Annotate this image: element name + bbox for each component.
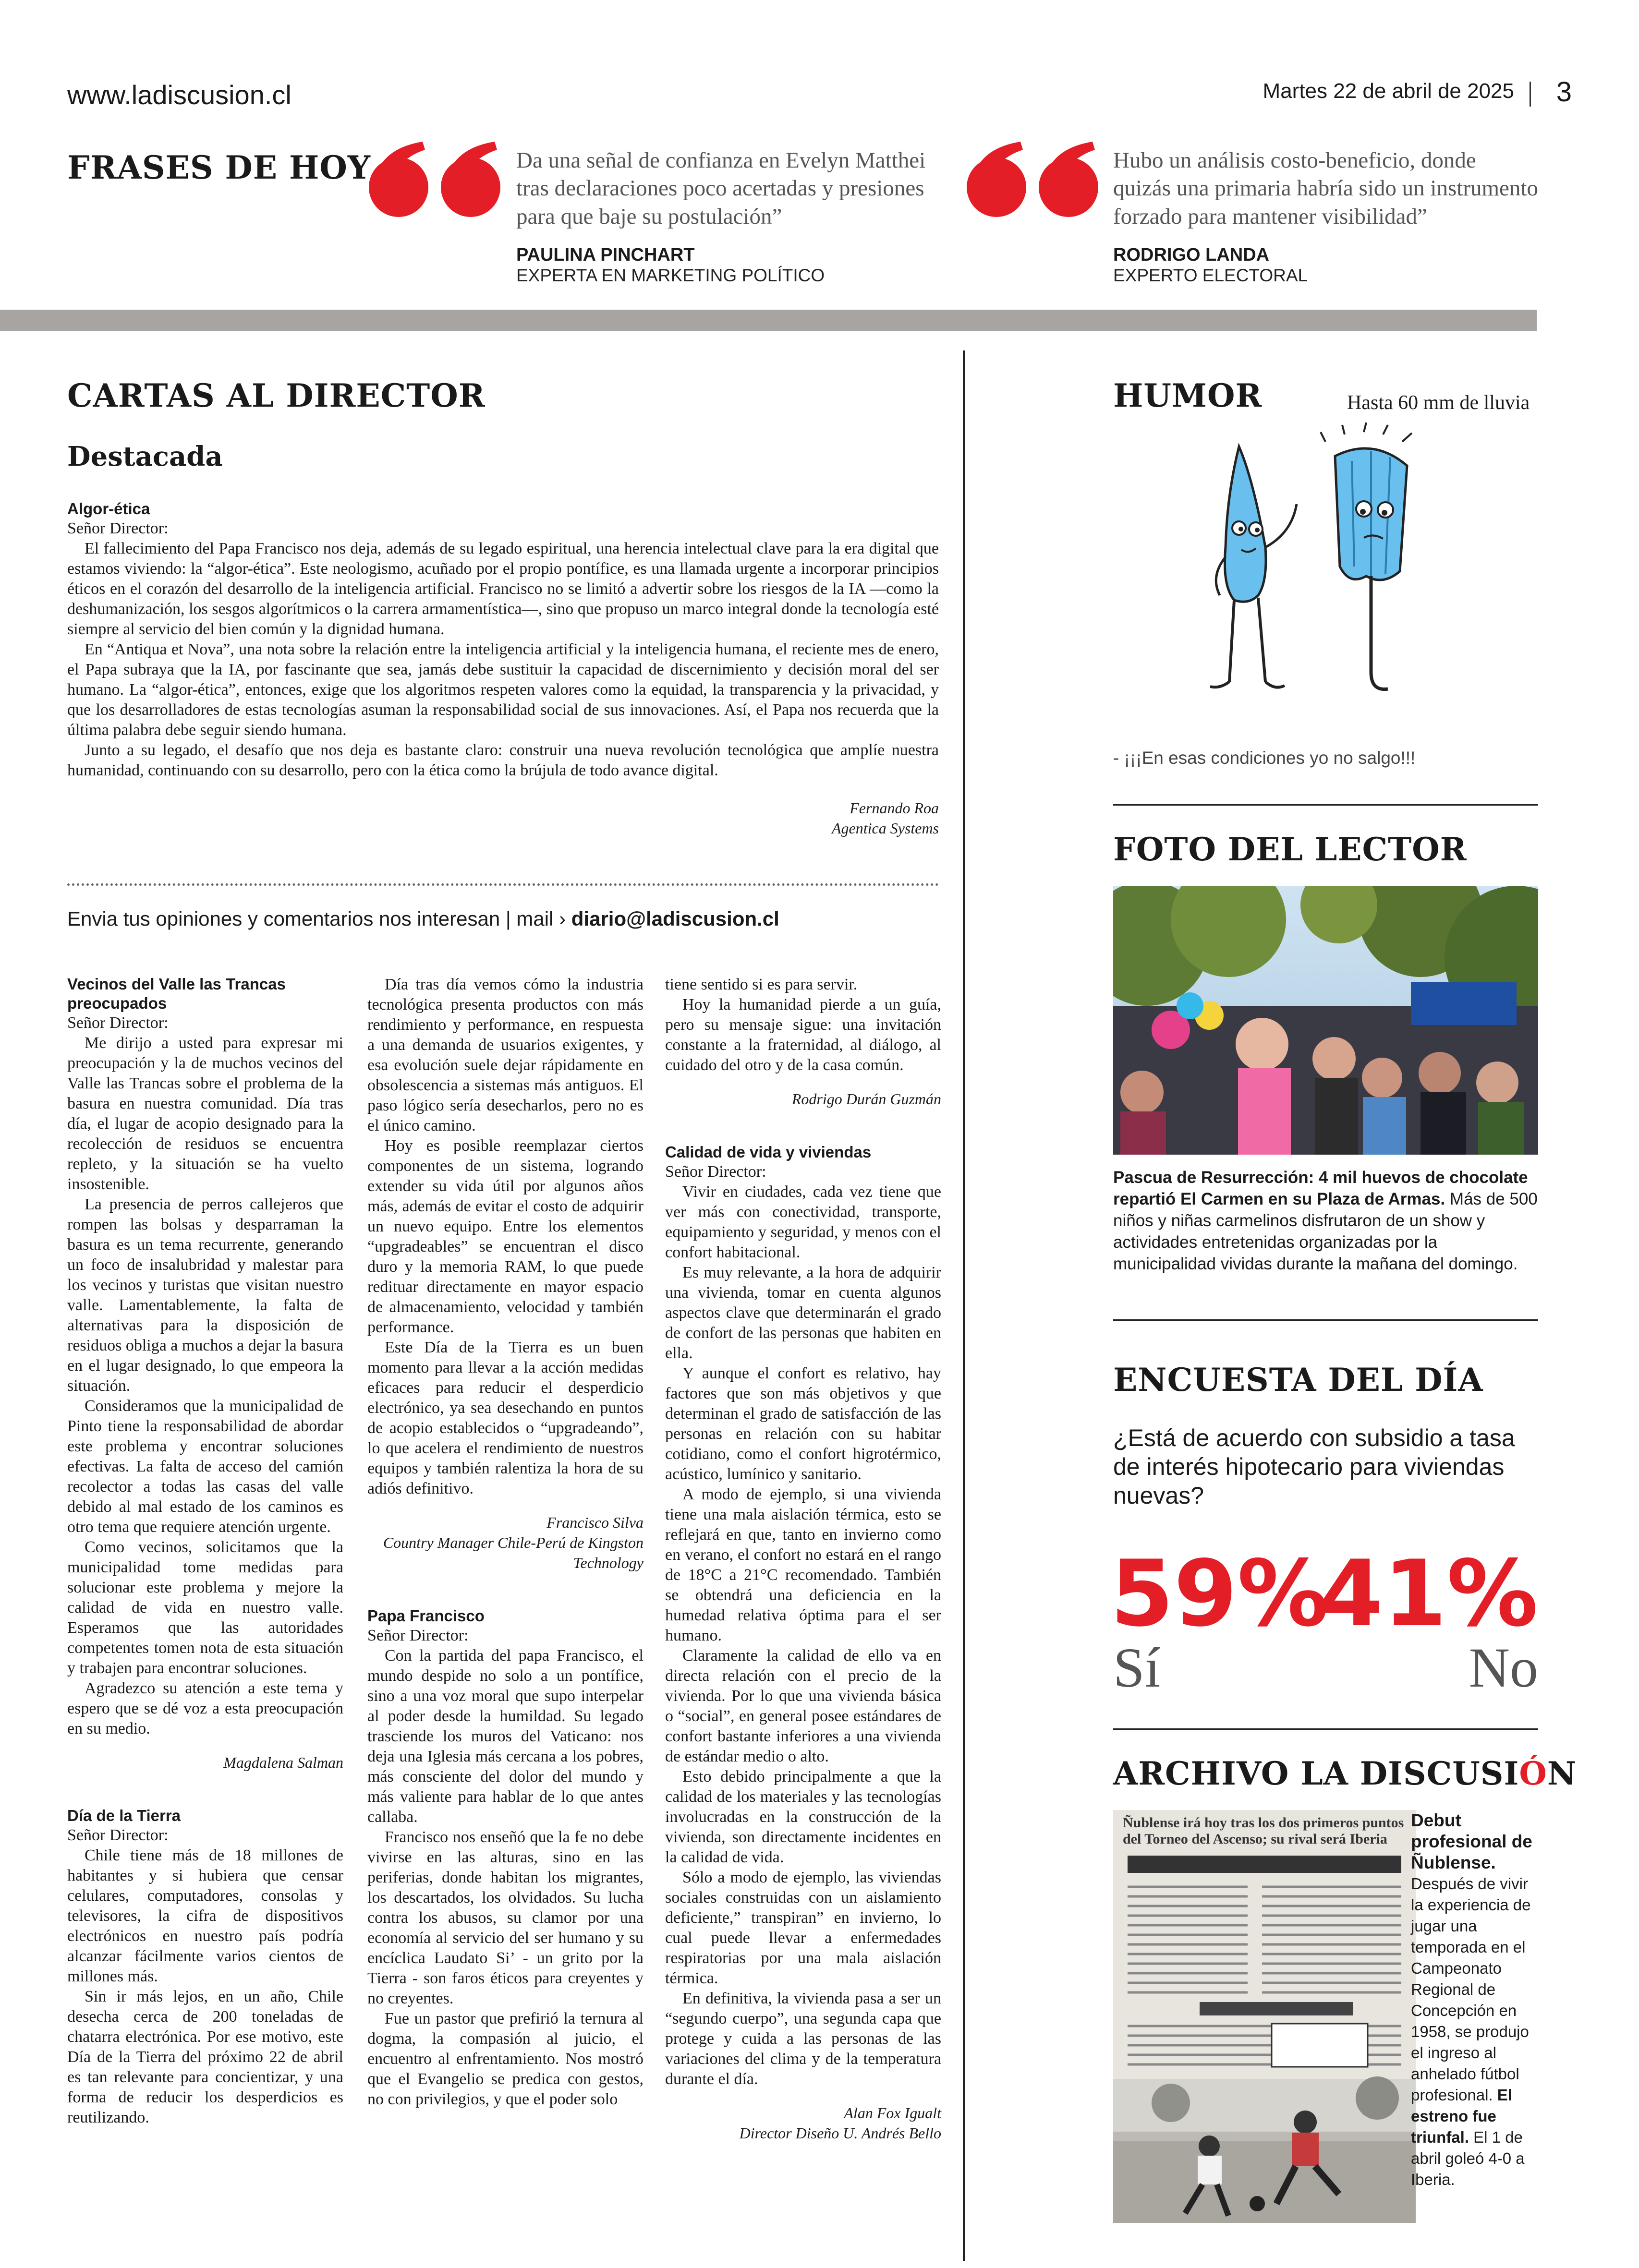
quote-mark-icon-2: [963, 139, 1102, 223]
quote-mark-icon-1: [365, 139, 504, 223]
letter-paragraph: Es muy relevante, a la hora de adquirir una vivienda, tomar en cuenta algunos aspectos clave que determinarán el grado de confort de las personas que habiten en ella.: [665, 1264, 941, 1362]
featured-letter-salutation: Señor Director:: [67, 519, 169, 537]
featured-signature-org: Agentica Systems: [831, 820, 939, 837]
featured-paragraph: El fallecimiento del Papa Francisco nos deja, además de su legado espiritual, una herencia intelectual clave para la era digital que estamos viviendo: la “algor-ética”. Este neologismo, acuñado por el propio pontífice, es una llamada urgente a incorporar principios éticos en el corazón del desarrollo de la inteligencia artificial. Francisco no se limitó a advertir sobre los riesgos de la IA —como la deshumanización, los sesgos algorítmicos o la carrera armamentística—, sino que propuso un marco integral donde la tecnología esté siempre al servicio del bien común y la dignidad humana.: [67, 540, 939, 638]
frases-title: FRASES DE HOY: [67, 149, 371, 186]
quote-author-2: RODRIGO LANDA: [1113, 245, 1270, 265]
letter-paragraph: Sólo a modo de ejemplo, las viviendas sociales construidas con un aislamiento deficiente,” transpiran” en invierno, lo cual puede llevar a enfermedades respiratorias por una mala aislación térmica.: [665, 1869, 941, 1987]
contact-line: [67, 907, 779, 930]
letter-signature: Alan Fox Igualt: [844, 2104, 941, 2122]
destacada-label: Destacada: [67, 441, 223, 472]
letter-paragraph: Vivir en ciudades, cada vez tiene que ver más con conectividad, transporte, equipamiento y seguridad, y menos con el confort habitacional.: [665, 1183, 941, 1261]
site-url[interactable]: www.ladiscusion.cl: [67, 80, 291, 110]
archive-body: [1411, 1873, 1536, 2190]
letter-salutation: Señor Director:: [67, 1014, 169, 1032]
quote-author-1: PAULINA PINCHART: [516, 245, 695, 265]
contact-email-link[interactable]: diario@ladiscusion.cl: [571, 907, 779, 930]
encuesta-divider: [1113, 1728, 1538, 1730]
poll-yes-label: Sí: [1113, 1636, 1161, 1699]
featured-letter-title: Algor-ética: [67, 500, 150, 518]
featured-letter: [67, 499, 939, 838]
letter-paragraph: Me dirijo a usted para expresar mi preocupación y la de muchos vecinos del Valle las Trancas sobre el problema de la basura en nuestra comunidad. Día tras día, el lugar de acopio designado para la recolección de residuos se encuentra repleto, y la situación se ha vuelto insostenible.: [67, 1034, 343, 1193]
letter-paragraph: La presencia de perros callejeros que rompen las bolsas y desparraman la basura es un tema recurrente, generando un foco de insalubridad y malestar para los vecinos y turistas que visitan nuestro valle. Lamentablemente, la falta de alternativas para la disposición de residuos obliga a muchos a dejar la basura en el lugar designado, lo que empeora la situación.: [67, 1195, 343, 1395]
letter-paragraph: Como vecinos, solicitamos que la municipalidad tome medidas para solucionar este problema y mejore la calidad de vida en nuestro valle. Esperamos que las autoridades competentes tomen nota de esta situación y trabajen para encontrar soluciones.: [67, 1538, 343, 1677]
poll-no-percent: 41%: [1320, 1541, 1538, 1647]
letter-paragraph: Agradezco su atención a este tema y espero que se dé voz a esta preocupación en su medio.: [67, 1679, 343, 1737]
letter-paragraph: Y aunque el confort es relativo, hay factores que son más objetivos y que determinan el grado de satisfacción de las personas en relación con su habitar cotidiano, como el confort higrotérmico, acústico, lumínico y sanitario.: [665, 1364, 941, 1483]
letter-title-tierra: Día de la Tierra: [67, 1807, 181, 1824]
archive-clipping: [1113, 1810, 1416, 2223]
letter-paragraph: A modo de ejemplo, si una vivienda tiene una mala aislación térmica, esto se reflejará en que, tanto en invierno como en verano, el confort no estará en el rango de 18°C a 21°C recomendado. También se obtendrá una deficiencia en la humedad relativa óptima para el ser humano.: [665, 1485, 941, 1644]
humor-subtitle: Hasta 60 mm de lluvia: [1347, 392, 1530, 414]
letter-signature: Francisco Silva: [546, 1514, 643, 1531]
letter-paragraph: tiene sentido si es para servir.: [665, 976, 858, 993]
column-divider: [963, 350, 965, 2261]
letter-paragraph: Hoy la humanidad pierde a un guía, pero su mensaje sigue: una invitación constante a la fraternidad, al diálogo, al cuidado del otro y de la casa común.: [665, 996, 941, 1074]
letter-salutation: Señor Director:: [67, 1826, 169, 1844]
archive-body-text: Después de vivir la experiencia de jugar una temporada en el Campeonato Regional de Concepción en 1958, se produjo el ingreso al anhelado fútbol profesional.: [1411, 1875, 1531, 2104]
letters-column-3: [665, 975, 941, 2143]
quote-text-2: Hubo un análisis costo-beneficio, donde quizás una primaria habría sido un instrumento forzado para mantener visibilidad”: [1113, 148, 1538, 229]
archive-clipping-headline: Ñublense irá hoy tras los dos primeros puntos del Torneo del Ascenso; su rival será Iberia: [1123, 1815, 1404, 1847]
letters-column-1: [67, 975, 343, 2128]
archive-body-bold: El estreno fue triunfal.: [1411, 2086, 1512, 2146]
letters-column-2: [367, 975, 643, 2110]
letter-paragraph: Sin ir más lejos, en un año, Chile desecha cerca de 200 toneladas de chatarra electrónica. Por ese motivo, este Día de la Tierra del próximo 22 de abril es tan relevante para concientizar, y una forma de reducir los desperdicios es reutilizando.: [67, 1988, 343, 2126]
letter-signature: Rodrigo Durán Guzmán: [791, 1090, 941, 1108]
reader-photo-caption-text: Más de 500 niños y niñas carmelinos disfrutaron de un show y actividades entretenidas organizadas por la municipalidad vividas durante la mañana del domingo.: [1113, 1190, 1538, 1273]
letter-paragraph: Hoy es posible reemplazar ciertos componentes de un sistema, logrando extender su vida útil por algunos años más, además de evitar el costo de adquirir un nuevo equipo. Entre los elementos “upgradeables” se encuentran el disco duro y la memoria RAM, lo que puede redituar directamente en mayor espacio de almacenamiento, velocidad y también performance.: [367, 1137, 643, 1336]
letter-paragraph: Día tras día vemos cómo la industria tecnológica presenta productos con más rendimiento y performance, en respuesta a una demanda de usuarios exigentes, y esa evolución suele dejar rápidamente en obsolescencia a sistemas más antiguos. El paso lógico sería desecharlos, pero no es el único camino.: [367, 976, 643, 1134]
quote-text-1: Da una señal de confianza en Evelyn Matthei tras declaraciones poco acertadas y presiones para que baje su postulación”: [516, 148, 926, 229]
poll-question: ¿Está de acuerdo con subsidio a tasa de interés hipotecario para viviendas nuevas?: [1113, 1424, 1515, 1509]
letter-paragraph: Fue un pastor que prefirió la ternura al dogma, la compasión al juicio, el encuentro al enfrentamiento. Nos mostró que el Evangelio se predica con gestos, no con privilegios, y que el poder solo: [367, 2010, 643, 2108]
foto-lector-title: FOTO DEL LECTOR: [1113, 831, 1467, 868]
contact-text: Envia tus opiniones y comentarios nos interesan | mail ›: [67, 907, 571, 930]
quote-role-1: EXPERTA EN MARKETING POLÍTICO: [516, 265, 825, 285]
poll-yes-percent: 59%: [1110, 1541, 1329, 1647]
featured-signature-name: Fernando Roa: [850, 799, 939, 817]
letter-paragraph: Claramente la calidad de ello va en directa relación con el precio de la vivienda. Por lo que una vivienda básica o “social”, en general posee estándares de confort bastante inferiores a una vivienda de estándar medio o alto.: [665, 1647, 941, 1765]
cartas-title: CARTAS AL DIRECTOR: [67, 377, 486, 414]
letter-paragraph: Francisco nos enseñó que la fe no debe vivirse en las alturas, sino en las periferias, donde habitan los migrantes, los descartados, los olvidados. Su lucha contra los abusos, su clamor por una economía al servicio del ser humano y su encíclica Laudato Si’ - un grito por la Tierra - son faros éticos para creyentes y no creyentes.: [367, 1828, 643, 2007]
archive-body-end: El 1 de abril goleó 4-0 a Iberia.: [1411, 2128, 1525, 2188]
archivo-title-main: ARCHIVO LA DISCUSI: [1113, 1755, 1519, 1792]
humor-divider: [1113, 804, 1538, 806]
archive-headline: Debut profesional de Ñublense.: [1411, 1810, 1532, 1872]
letter-paragraph: Esto debido principalmente a que la calidad de los materiales y las tecnologías involucradas en la construcción de la vivienda, son directamente incidentes en la calidad de vida.: [665, 1768, 941, 1866]
reader-photo-caption-headline: Pascua de Resurrección: 4 mil huevos de chocolate repartió El Carmen en su Plaza de Armas.: [1113, 1168, 1528, 1208]
featured-paragraph: Junto a su legado, el desafío que nos deja es bastante claro: construir una nueva revolución tecnológica que amplíe nuestra humanidad, continuando con su desarrollo, pero con la ética como la brújula de todo avance digital.: [67, 741, 939, 779]
letter-paragraph: En definitiva, la vivienda pasa a ser un “segundo cuerpo”, una segunda capa que protege y cuida a las personas de las variaciones del clima y de la temperatura durante el día.: [665, 1990, 941, 2088]
archive-text: [1411, 1810, 1536, 2190]
humor-cartoon: [1181, 422, 1489, 732]
letter-salutation: Señor Director:: [665, 1163, 766, 1181]
archivo-title-accent: Ó: [1519, 1755, 1547, 1792]
poll-no-label: No: [1469, 1636, 1538, 1699]
section-divider-bar: [0, 310, 1537, 331]
letter-paragraph: Consideramos que la municipalidad de Pinto tiene la responsabilidad de abordar este problema y encontrar soluciones efectivas. La falta de acceso del camión recolector a todas las casas del valle debido al mal estado de los caminos es otro tema que requiere atención urgente.: [67, 1397, 343, 1536]
letter-signature: Magdalena Salman: [223, 1754, 343, 1771]
humor-caption: - ¡¡¡En esas condiciones yo no salgo!!!: [1113, 748, 1416, 768]
quote-role-2: EXPERTO ELECTORAL: [1113, 265, 1308, 285]
reader-photo-caption: [1113, 1167, 1538, 1275]
letter-paragraph: Chile tiene más de 18 millones de habitantes y si hubiera que censar celulares, computadores, consolas y televisores, la cifra de dispositivos electrónicos en nuestro país podría alcanzar fácilmente varios cientos de millones más.: [67, 1846, 343, 1985]
archivo-title-end: N: [1547, 1755, 1577, 1792]
letter-signature-org: Country Manager Chile-Perú de Kingston Technology: [383, 1534, 643, 1571]
letter-title-vecinos: Vecinos del Valle las Trancas preocupados: [67, 975, 286, 1012]
humor-title: HUMOR: [1113, 377, 1263, 414]
reader-photo: [1113, 886, 1538, 1155]
issue-date: Martes 22 de abril de 2025: [1263, 79, 1514, 103]
dotted-divider: [67, 883, 939, 886]
letter-paragraph: Con la partida del papa Francisco, el mundo despide no solo a un pontífice, sino a una voz moral que supo interpelar al poder desde la humildad. Su legado trasciende los muros del Vaticano: nos deja una Iglesia más cercana a los pobres, más consciente del dolor del mundo y más valiente para hablar de lo que antes callaba.: [367, 1647, 643, 1826]
page-number: 3: [1556, 76, 1572, 108]
header-separator: [1530, 82, 1531, 107]
letter-title-vivienda: Calidad de vida y viviendas: [665, 1143, 872, 1161]
letter-paragraph: Este Día de la Tierra es un buen momento para llevar a la acción medidas eficaces para reducir el desperdicio electrónico, ya sea desechando en puntos de acopio establecidos o “upgradeando”, lo que acelera el rendimiento de nuestros equipos y también ralentiza la hora de su adiós definitivo.: [367, 1339, 643, 1497]
encuesta-title: ENCUESTA DEL DÍA: [1113, 1361, 1483, 1399]
letter-salutation: Señor Director:: [367, 1627, 469, 1644]
letter-signature-org: Director Diseño U. Andrés Bello: [739, 2124, 941, 2142]
archivo-title: [1113, 1755, 1577, 1792]
featured-paragraph: En “Antiqua et Nova”, una nota sobre la relación entre la inteligencia artificial y la inteligencia humana, el reciente mes de enero, el Papa subraya que la IA, por fascinante que sea, jamás debe sustituir la capacidad de discernimiento y decisión moral del ser humano. La “algor-ética”, entonces, exige que los algoritmos respeten valores como la equidad, la transparencia y la privacidad, y que los desarrolladores de estas tecnologías asuman la responsabilidad social de sus innovaciones. Así, el Papa nos recuerda que la última palabra debe seguir siendo humana.: [67, 640, 939, 739]
letter-title-papa: Papa Francisco: [367, 1607, 485, 1625]
foto-divider: [1113, 1319, 1538, 1321]
